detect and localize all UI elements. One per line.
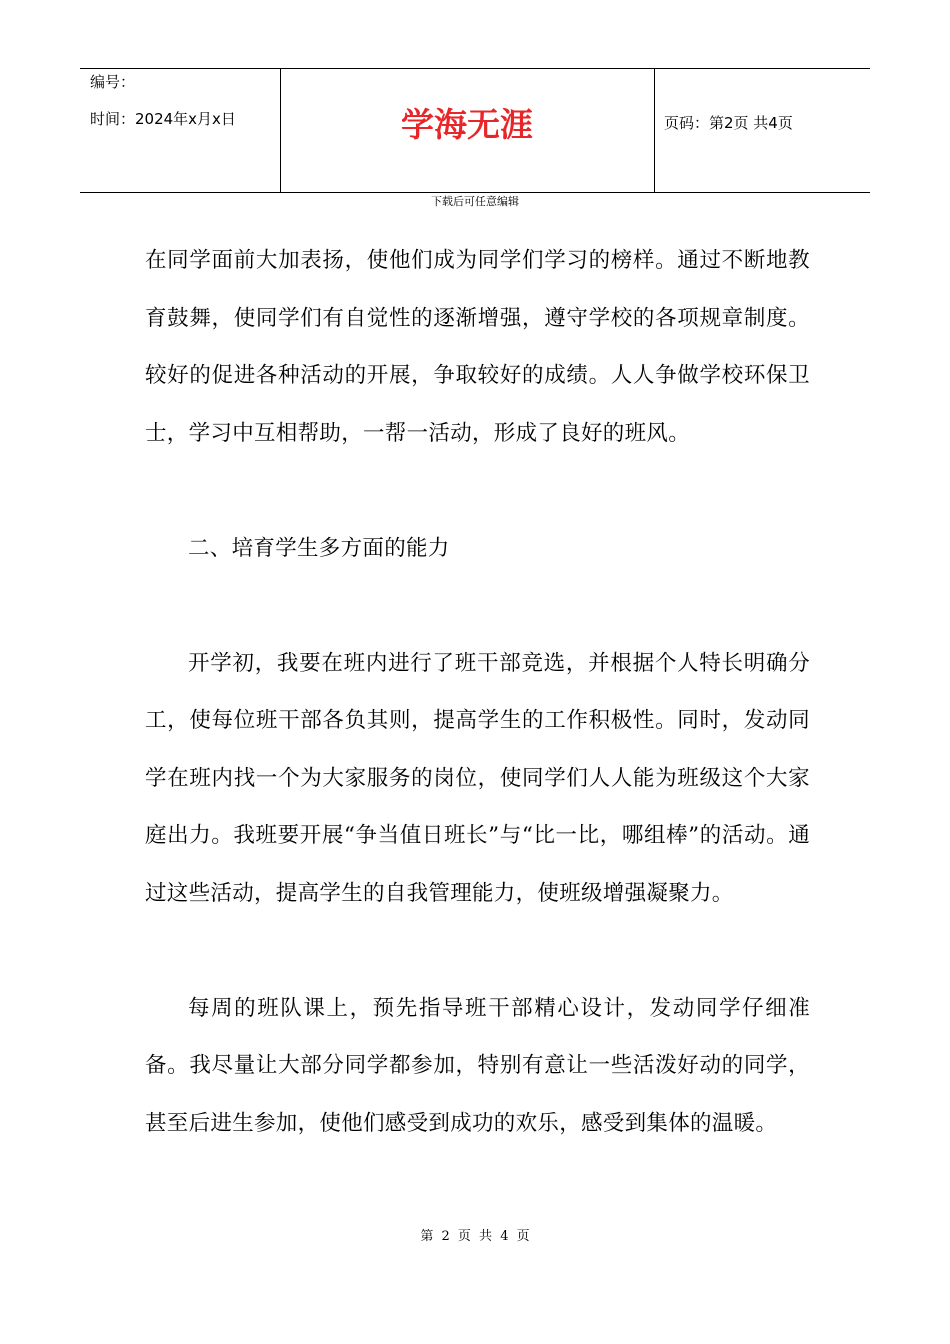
editable-note: 下载后可任意编辑 — [431, 195, 519, 208]
paragraph-3: 每周的班队课上，预先指导班干部精心设计，发动同学仔细准备。我尽量让大部分同学都参加，特别有意让一些活泼好动的同学，甚至后进生参加，使他们感受到成功的欢乐，感受到集体的温暖。 — [145, 995, 810, 1136]
section-heading-2: 二、培育学生多方面的能力 — [188, 535, 450, 561]
page-footer: 第 2 页 共 4 页 — [420, 1229, 530, 1244]
document-body — [145, 232, 810, 1152]
date-label: 时间：2024年x月x日 — [90, 110, 236, 128]
brand-title: 学海无涯 — [401, 105, 533, 144]
header-divider-right — [654, 69, 655, 192]
paragraph-2: 开学初，我要在班内进行了班干部竞选，并根据个人特长明确分工，使每位班干部各负其则，提高学生的工作积极性。同时，发动同学在班内找一个为大家服务的岗位，使同学们人人能为班级这个大家庭出力。我班要开展“争当值日班长”与“比一比，哪组棒”的活动。通过这些活动，提高学生的自我管理能力，使班级增强凝聚力。 — [145, 650, 810, 906]
paragraph-1: 在同学面前大加表扬，使他们成为同学们学习的榜样。通过不断地教育鼓舞，使同学们有自觉性的逐渐增强，遵守学校的各项规章制度。较好的促进各种活动的开展，争取较好的成绩。人人争做学校环保卫士，学习中互相帮助，一帮一活动，形成了良好的班风。 — [145, 248, 810, 446]
serial-number-label: 编号： — [90, 73, 136, 91]
page-number-label: 页码：第2页 共4页 — [664, 114, 793, 132]
document-header — [80, 68, 870, 193]
